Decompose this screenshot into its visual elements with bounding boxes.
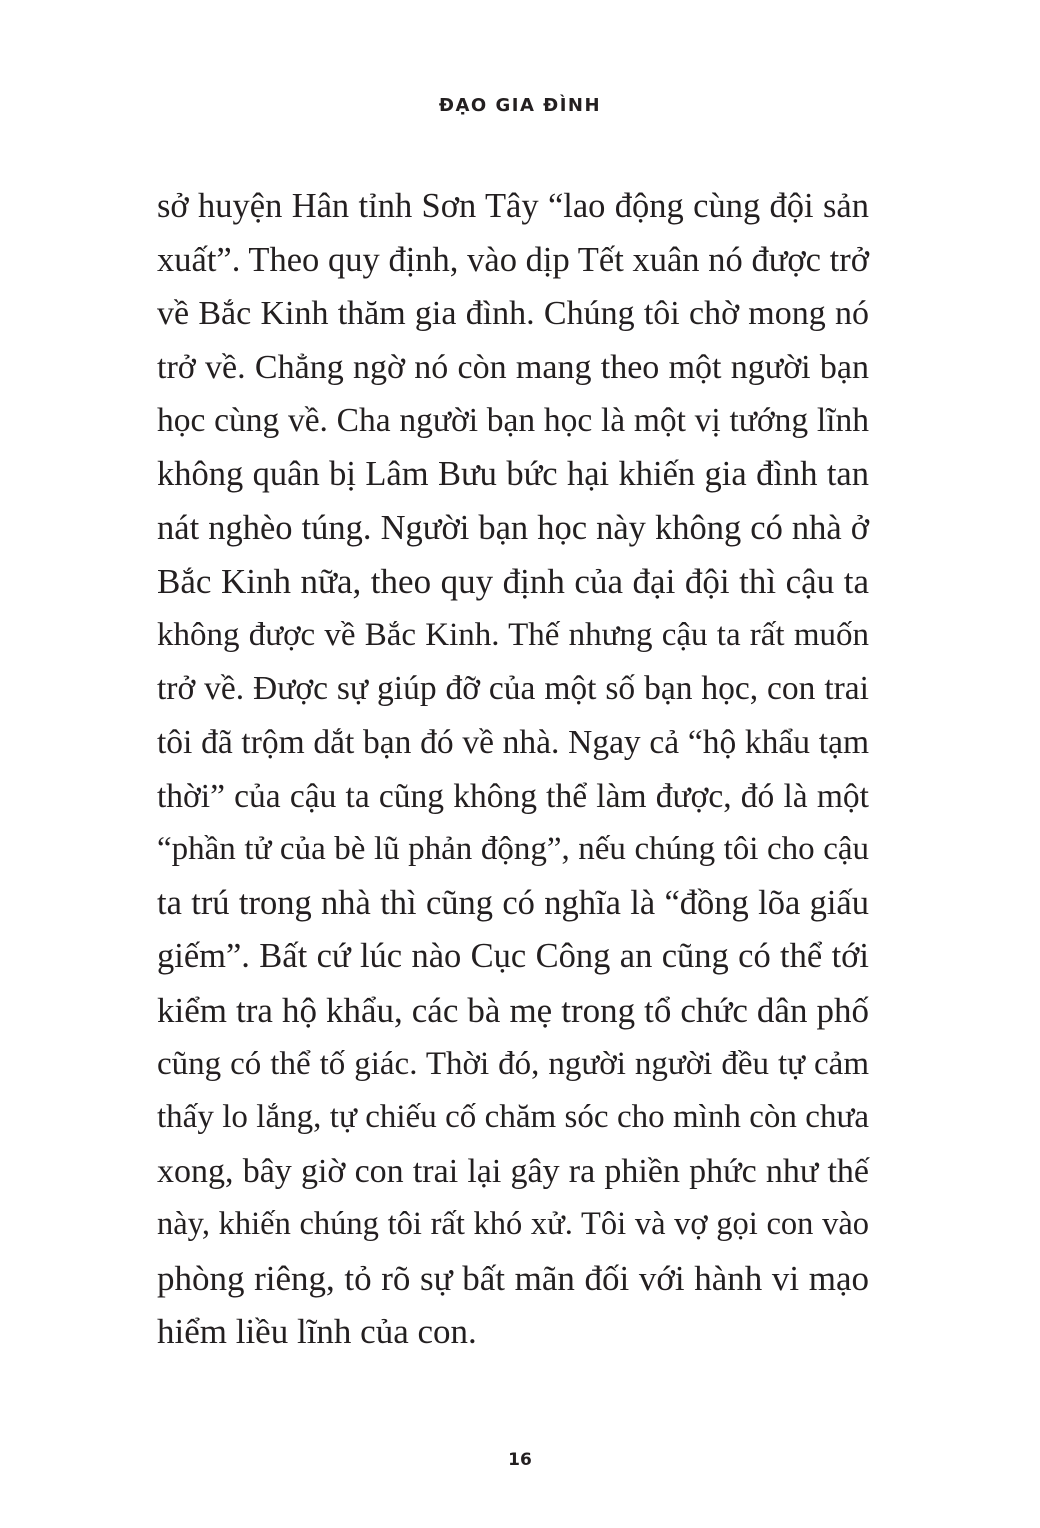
text-line: thấy lo lắng, tự chiếu cố chăm sóc cho mình còn chưa [157,1099,869,1136]
text-line: trở về. Được sự giúp đỡ của một số bạn học, con trai [157,670,869,708]
text-line: không được về Bắc Kinh. Thế nhưng cậu ta rất muốn [157,616,869,653]
page-number: 16 [508,1450,532,1470]
text-line: này, khiến chúng tôi rất khó xử. Tôi và vợ gọi con vào [157,1206,869,1243]
text-line: kiểm tra hộ khẩu, các bà mẹ trong tổ chức dân phố [157,990,869,1030]
text-line: giếm”. Bất cứ lúc nào Cục Công an cũng có thể tới [157,937,869,976]
text-line: “phần tử của bè lũ phản động”, nếu chúng tôi cho cậu [157,831,869,868]
text-line: cũng có thể tố giác. Thời đó, người người đều tự cảm [157,1045,869,1082]
text-line: tôi đã trộm dắt bạn đó về nhà. Ngay cả “hộ khẩu tạm [157,723,869,761]
text-line: phòng riêng, tỏ rõ sự bất mãn đối với hành vi mạo [157,1258,869,1298]
text-line: thời” của cậu ta cũng không thể làm được, đó là một [157,777,869,815]
running-header: ĐẠO GIA ĐÌNH [438,95,602,116]
text-line: nát nghèo túng. Người bạn học này không có nhà ở [157,508,869,547]
text-line: xong, bây giờ con trai lại gây ra phiền phức như thế [157,1152,869,1190]
body-text [157,180,869,1359]
text-line: hiểm liều lĩnh của con. [157,1312,477,1352]
text-line: học cùng về. Cha người bạn học là một vị tướng lĩnh [157,402,869,440]
text-line: Bắc Kinh nữa, theo quy định của đại đội thì cậu ta [157,562,869,602]
text-line: xuất”. Theo quy định, vào dịp Tết xuân nó được trở [157,240,869,279]
text-line: trở về. Chẳng ngờ nó còn mang theo một người bạn [157,348,869,386]
text-line: sở huyện Hân tỉnh Sơn Tây “lao động cùng đội sản [157,187,869,225]
text-line: về Bắc Kinh thăm gia đình. Chúng tôi chờ mong nó [157,295,869,333]
text-line: không quân bị Lâm Bưu bức hại khiến gia đình tan [157,454,869,493]
text-line: ta trú trong nhà thì cũng có nghĩa là “đồng lõa giấu [157,883,869,922]
